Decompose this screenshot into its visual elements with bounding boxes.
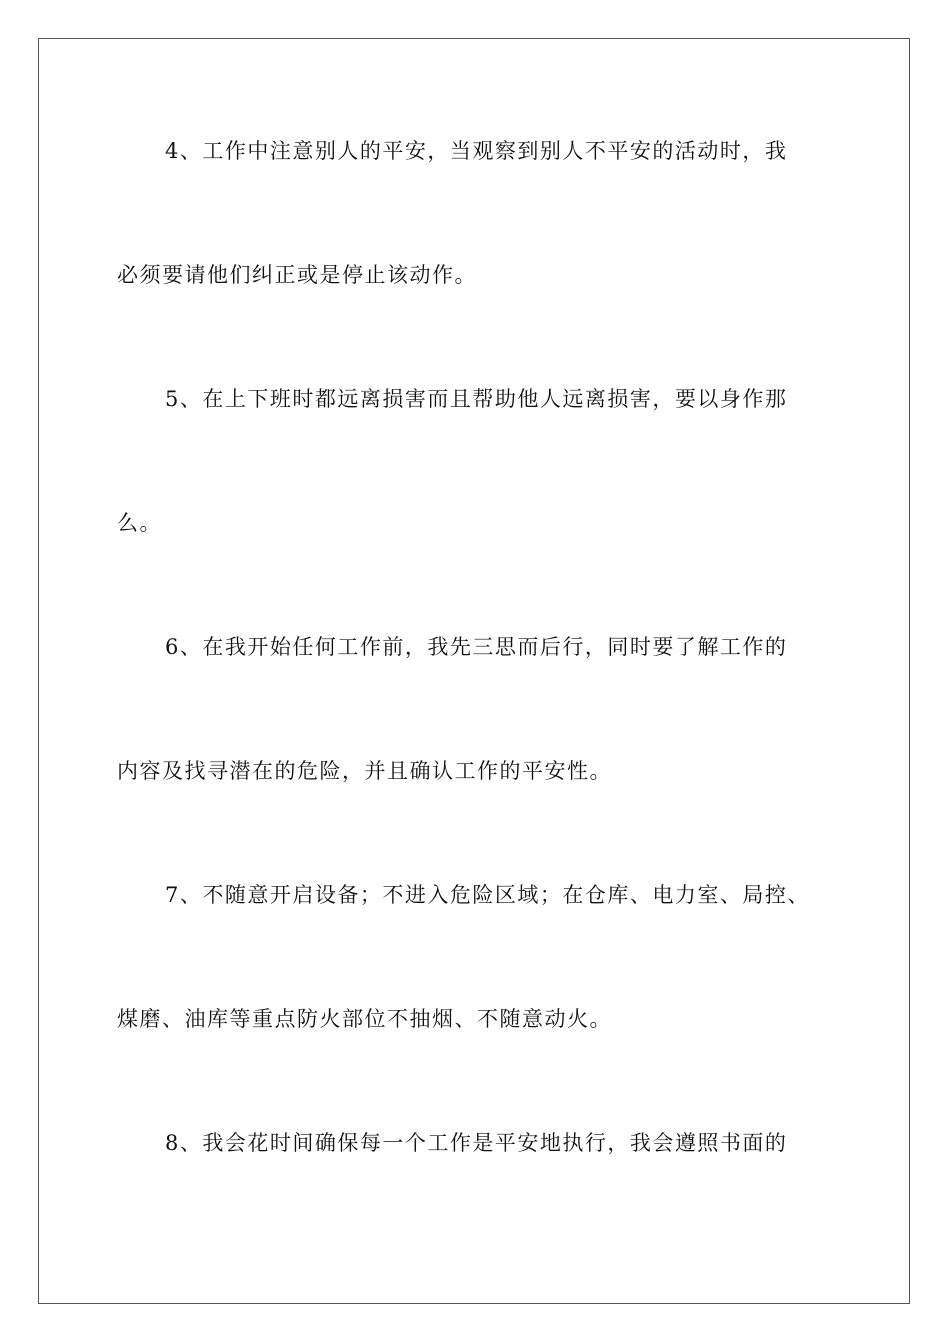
paragraph-6-line-1: 6、在我开始任何工作前，我先三思而后行，同时要了解工作的 xyxy=(165,635,788,659)
page-frame xyxy=(38,38,910,1304)
paragraph-6-line-2: 内容及找寻潜在的危险，并且确认工作的平安性。 xyxy=(117,759,612,783)
paragraph-7-line-1: 7、不随意开启设备；不进入危险区域；在仓库、电力室、局控、 xyxy=(165,883,810,907)
paragraph-8-line-1: 8、我会花时间确保每一个工作是平安地执行，我会遵照书面的 xyxy=(165,1131,788,1155)
paragraph-4-line-2: 必须要请他们纠正或是停止该动作。 xyxy=(117,263,477,287)
paragraph-4-line-1: 4、工作中注意别人的平安，当观察到别人不平安的活动时，我 xyxy=(165,139,788,163)
paragraph-5-line-1: 5、在上下班时都远离损害而且帮助他人远离损害，要以身作那 xyxy=(165,387,788,411)
paragraph-5-line-2: 么。 xyxy=(117,511,162,535)
paragraph-7-line-2: 煤磨、油库等重点防火部位不抽烟、不随意动火。 xyxy=(117,1007,612,1031)
